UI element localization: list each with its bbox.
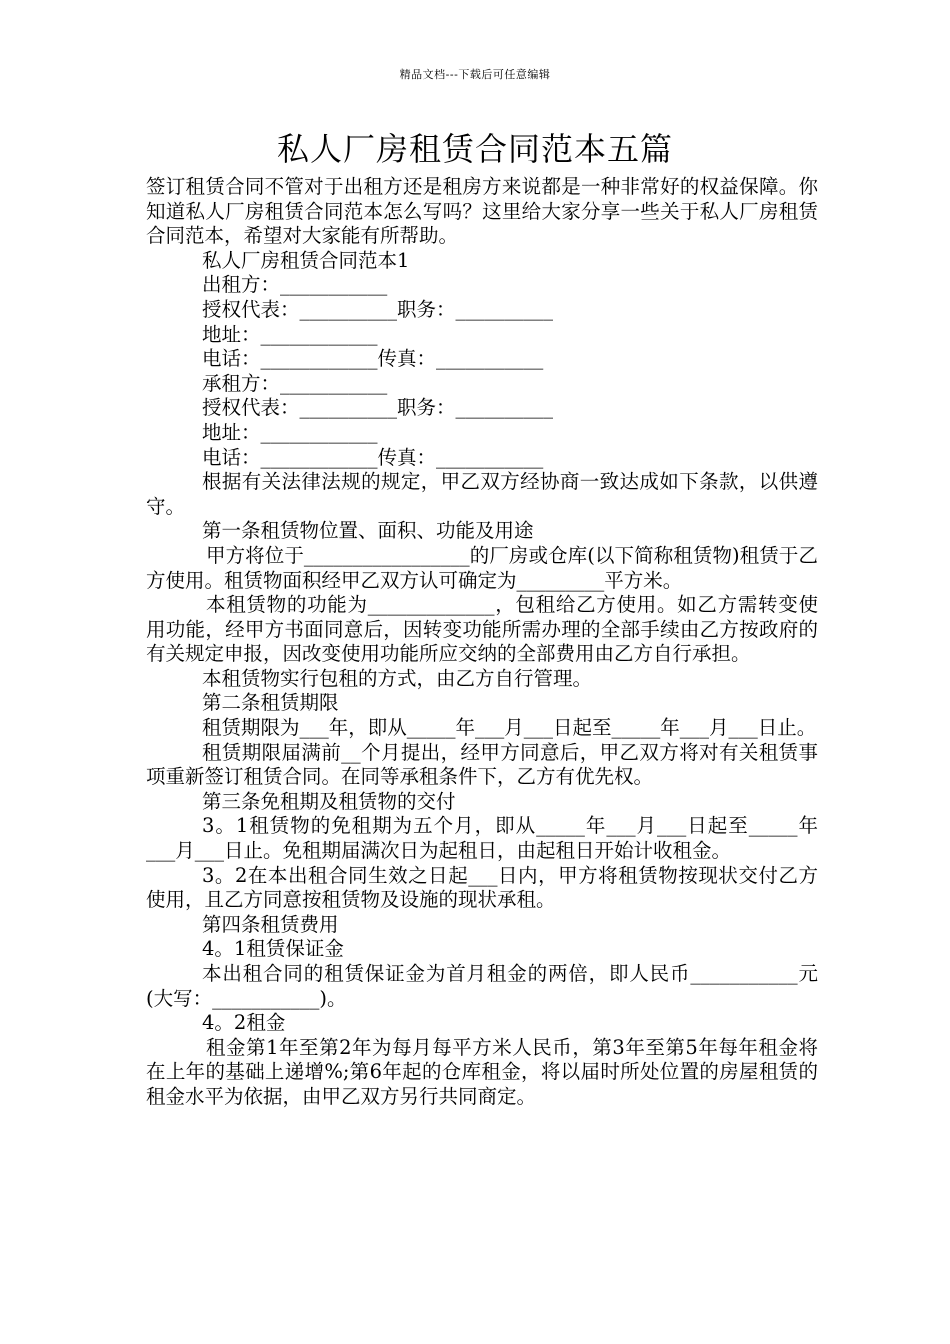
lessor-address-line: 地址：____________: [202, 322, 378, 346]
intro-paragraph: 签订租赁合同不管对于出租方还是租房方来说都是一种非常好的权益保障。你知道私人厂房租赁合同范本怎么写吗？这里给大家分享一些关于私人厂房租赁合同范本，希望对大家能有所帮助。: [146, 175, 818, 248]
document-body: [146, 175, 818, 1110]
article-1-title: 第一条租赁物位置、面积、功能及用途: [202, 519, 534, 543]
preamble-paragraph: 根据有关法律法规的规定，甲乙双方经协商一致达成如下条款，以供遵守。: [146, 470, 818, 518]
lessor-line: 出租方：___________: [202, 273, 388, 297]
section-title: 私人厂房租赁合同范本1: [202, 248, 410, 272]
article-4-1-paragraph: 本出租合同的租赁保证金为首月租金的两倍，即人民币___________元(大写：___________)。: [146, 962, 818, 1010]
article-4-2-title: 4。2租金: [202, 1011, 286, 1035]
article-3-paragraph-2: 3。2在本出租合同生效之日起___日内，甲方将租赁物按现状交付乙方使用，且乙方同意按租赁物及设施的现状承租。: [146, 863, 818, 912]
lessee-rep-line: 授权代表：__________职务：__________: [202, 396, 554, 420]
lessee-phone-line: 电话：____________传真：___________: [202, 445, 544, 469]
article-4-title: 第四条租赁费用: [202, 912, 339, 936]
lessee-address-line: 地址：____________: [202, 420, 378, 444]
article-1-paragraph-1: 甲方将位于_________________的厂房或仓库(以下简称租赁物)租赁于乙方使用。租赁物面积经甲乙双方认可确定为_________平方米。: [146, 543, 818, 592]
lessor-phone-line: 电话：____________传真：___________: [202, 347, 544, 371]
article-3-paragraph-1: 3。1租赁物的免租期为五个月，即从_____年___月___日起至_____年___月___日止。免租期届满次日为起租日，由起租日开始计收租金。: [146, 814, 818, 863]
lessee-line: 承租方：___________: [202, 371, 388, 395]
article-2-title: 第二条租赁期限: [202, 691, 339, 715]
article-1-paragraph-2: 本租赁物的功能为_____________，包租给乙方使用。如乙方需转变使用功能，经甲方书面同意后，因转变功能所需办理的全部手续由乙方按政府的有关规定申报，因改变使用功能所应交纳的全部费用由乙方自行承担。: [146, 593, 818, 666]
lessor-rep-line: 授权代表：__________职务：__________: [202, 297, 554, 321]
article-4-1-title: 4。1租赁保证金: [202, 937, 344, 961]
document-title: 私人厂房租赁合同范本五篇: [276, 130, 673, 168]
page-header: 精品文档---下载后可任意编辑: [399, 68, 551, 81]
article-4-2-paragraph: 租金第1年至第2年为每月每平方米人民币，第3年至第5年每年租金将在上年的基础上递增%;第6年起的仓库租金，将以届时所处位置的房屋租赁的租金水平为依据，由甲乙双方另行共同商定。: [146, 1035, 818, 1108]
article-2-paragraph-2: 租赁期限届满前__个月提出，经甲方同意后，甲乙双方将对有关租赁事项重新签订租赁合同。在同等承租条件下，乙方有优先权。: [146, 740, 818, 789]
article-2-paragraph-1: 租赁期限为___年，即从_____年___月___日起至_____年___月___日止。: [202, 716, 817, 740]
article-1-paragraph-3: 本租赁物实行包租的方式，由乙方自行管理。: [202, 666, 593, 690]
article-3-title: 第三条免租期及租赁物的交付: [202, 789, 456, 813]
